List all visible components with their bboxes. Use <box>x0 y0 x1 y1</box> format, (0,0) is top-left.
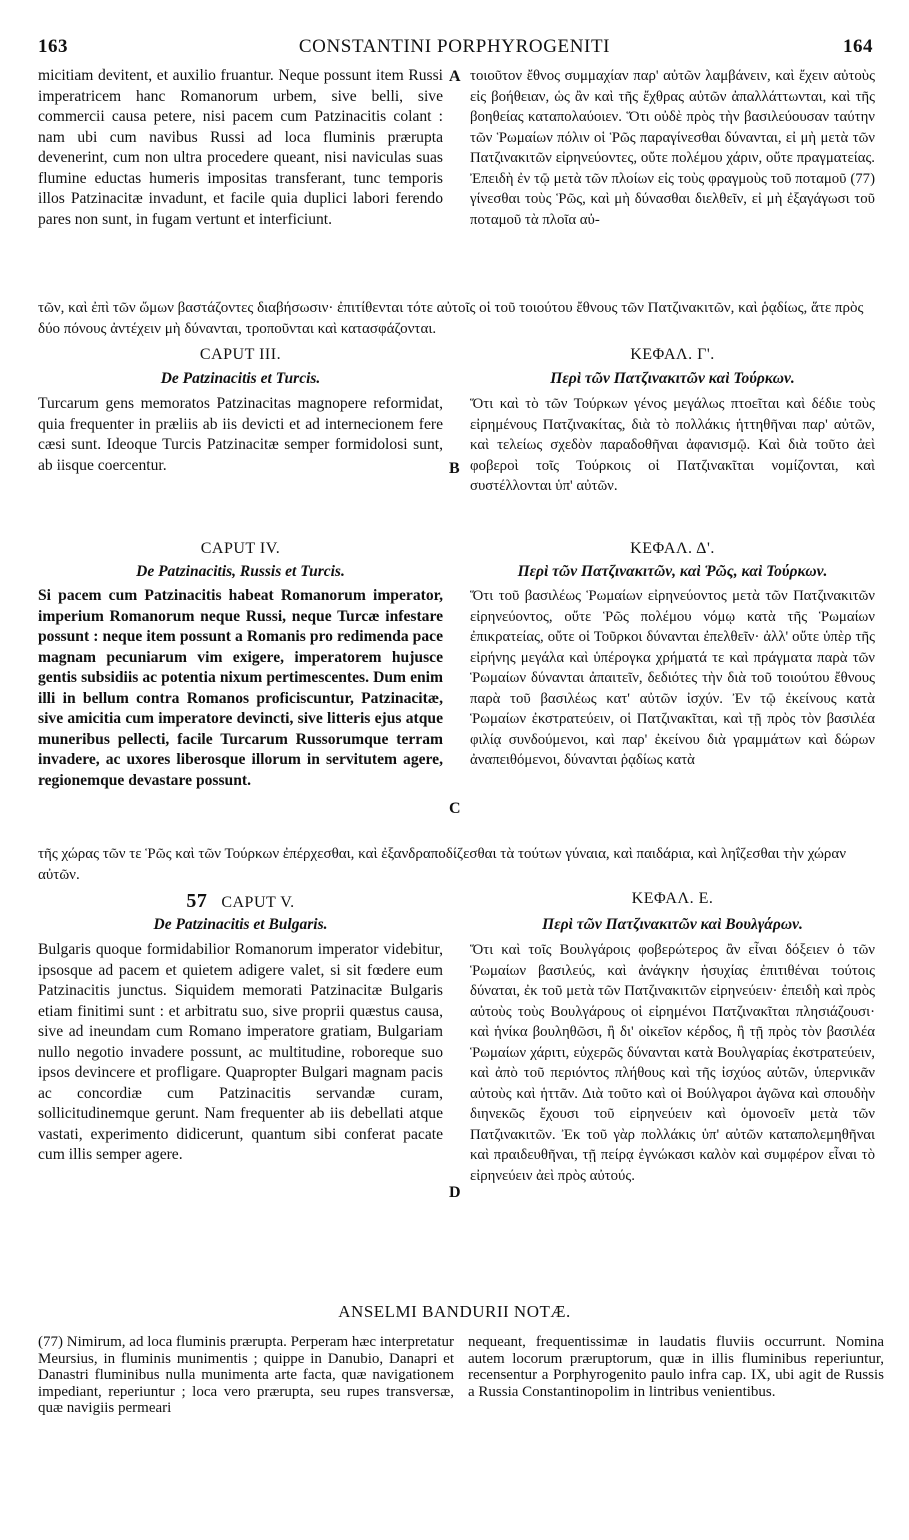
latin-heading-caput-4: CAPUT IV. <box>200 540 281 557</box>
latin-subtitle-caput-4: De Patzinacitis, Russis et Turcis. <box>136 563 345 580</box>
latin-text-caput-3: Turcarum gens memoratos Patzinacitas magnopere reformidat, quia frequenter in præliis ab iis devicti et ad internecionem fere cæsi sunt. Ideoque Turcis Patzinacitæ semper formidolosi sunt, ab iisque coercentur. <box>38 395 443 474</box>
notes-title: ANSELMI BANDURII NOTÆ. <box>338 1302 571 1321</box>
greek-text-kefal-5: Ὅτι καὶ τοῖς Βουλγάροις φοβερώτερος ἂν εἶναι δόξειεν ὁ τῶν Ῥωμαίων βασιλεύς, καὶ ἀνάγκην ἡσυχίας ἐπιτιθέναι τούτοις δύναται, ἐκ τοῦ μετὰ τῶν Πατζινακιτῶν εἰρηνεύειν· ἐπειδὴ καὶ πρὸς αὐτοὺς τοὺς Βουλγάρους οἱ εἰρημένοι Πατζινακῖται πλησιάζουσι· καὶ ἡνίκα βουληθῶσι, ἢ δι' οἰκεῖον κέρδος, ἢ τῇ πρὸς τὸν βασιλέα Ῥωμαίων χάριτι, εὐχερῶς δύνανται κατὰ Βουλγαρίας ἐκστρατεύειν, καὶ ἀπὸ τοῦ περιόντος πλήθους καὶ τῆς ἰσχύος αὐτῶν, ὑπερνικᾶν αὐτοὺς καὶ ἡττᾶν. Διὰ τοῦτο καὶ οἱ Βούλγαροι ἀγῶνα καὶ σπουδὴν διηνεκῶς ἔχουσι τοῦ εἰρηνεύειν καὶ ὁμονοεῖν μετὰ τῶν Πατζινακιτῶν. Ἐκ τοῦ γὰρ πολλάκις ὑπ' αὐτῶν καταπολεμηθῆναι καὶ πραιδευθῆναι, τῇ πείρᾳ ἐγνώκασι καλὸν καὶ συμφέρον εἶναι τὸ εἰρηνεύειν ἀεὶ πρὸς αὐτούς. <box>470 942 875 1184</box>
greek-heading-kefal-5: ΚΕΦΑΛ. Ε. <box>631 890 714 907</box>
greek-intro-full-width: τῶν, καὶ ἐπὶ τῶν ὤμων βαστάζοντες διαβήσωσιν· ἐπιτίθενται τότε αὐτοῖς οἱ τοῦ τοιούτου ἔθνους τῶν Πατζινακιτῶν, καὶ ῥᾳδίως, ἅτε πρὸς δύο πόνους ἀντέχειν μὴ δύνανται, τροποῦνται καὶ κατασφάζονται. <box>38 300 864 337</box>
greek-subtitle-kefal-3: Περὶ τῶν Πατζινακιτῶν καὶ Τούρκων. <box>550 370 795 387</box>
running-title: CONSTANTINI PORPHYROGENITI <box>298 36 611 57</box>
greek-kefal-4-full-width: τῆς χώρας τῶν τε Ῥῶς καὶ τῶν Τούρκων ἐπέρχεσθαι, καὶ ἐξανδραποδίζεσθαι τὰ τούτων γύναια, καὶ παιδάρια, καὶ ληΐζεσθαι τὴν χώραν αὐτῶν. <box>38 846 847 883</box>
note-77-right: nequeant, frequentissimæ in laudatis fluviis occurrunt. Nomina autem locorum præruptorum, quæ in illis fluminibus reperiuntur, recensentur a Porphyrogenito paulo infra cap. IX, ubi agit de Russis a Russia Constantinopolim in lintribus venientibus. <box>468 1334 884 1400</box>
greek-heading-kefal-4: ΚΕΦΑΛ. Δ'. <box>630 540 715 557</box>
greek-intro-text: τοιοῦτον ἔθνος συμμαχίαν παρ' αὐτῶν λαμβάνειν, καὶ ἔχειν αὐτοὺς εἰς βοήθειαν, ὡς ἂν καὶ τῆς ἔχθρας αὐτῶν ἀπαλλάττωνται, καὶ τῆς βοηθείας καταπολαύοιεν. Ὅτι οὐδὲ πρὸς τὴν βασιλεύουσαν ταύτην τῶν Ῥωμαίων πόλιν οἱ Ῥῶς παραγίνεσθαι δύνανται, εἰ μὴ μετὰ τῶν Πατζινακιτῶν εἰρηνεύοντες, οὔτε πολέμου χάριν, οὔτε πραγματείας. Ἐπειδὴ ἐν τῷ μετὰ τῶν πλοίων εἰς τοὺς φραγμοὺς τοῦ ποταμοῦ (77) γίνεσθαι τοὺς Ῥῶς, καὶ μὴ δύνασθαι διελθεῖν, εἰ μὴ ἐξαγάγωσι τοῦ ποταμοῦ τὰ πλοῖα αὐ- <box>470 68 875 228</box>
greek-subtitle-kefal-4: Περὶ τῶν Πατζινακιτῶν, καὶ Ῥῶς, καὶ Τούρκων. <box>517 563 828 580</box>
left-page-number: 163 <box>38 36 68 57</box>
latin-text-caput-4: Si pacem cum Patzinacitis habeat Romanorum imperator, imperium Romanorum neque Russi, neque Turcæ infestare possunt : neque item possunt a Romanis pro redimenda pace magnam pecuniarum vim exigere, imperatorem hujusce gentis subsidiis ac potentia nixum pertimescentes. Dum enim illi in bellum contra Romanos proficiscuntur, Patzinacitæ, sive amicitia cum imperatore devincti, sive litteris ejus atque muneribus pellecti, facile Turcarum Russorumque terram invadere, ac uxores liberosque illorum in servitutem agere, regionemque devastare possunt. <box>38 587 443 789</box>
greek-heading-kefal-3: ΚΕΦΑΛ. Γ'. <box>630 346 715 363</box>
latin-subtitle-caput-3: De Patzinacitis et Turcis. <box>160 370 321 387</box>
latin-intro-text: micitiam devitent, et auxilio fruantur. Neque possunt item Russi imperatricem hanc Romanorum urbem, sive belli, sive commercii causa petere, nisi pacem cum Patzinacitis colant : nam ubi cum navibus Russi ad loca fluminis prærupta devenerint, cum non ultra procedere queant, nisi naviculas suas flumine eductas humeris impositas transferant, tunc temporis illos Patzinacitæ invadunt, et facile quia duplici labori ferendo pares non sunt, in fugam vertunt et interficiunt. <box>38 67 443 228</box>
section-marker-b: B <box>449 460 460 477</box>
latin-heading-caput-5-label: CAPUT V. <box>221 894 295 911</box>
latin-text-caput-5: Bulgaris quoque formidabilior Romanorum imperator videbitur, ipsosque ad pacem et quietem adigere valet, si sit fœdere eum Patzinacitis junctus. Siquidem memorati Patzinacitæ Bulgaris etiam finitimi sunt : et arbitratu suo, sive proprii quæstus causa, sive ad ineundam cum Romano imperatore gratiam, Bulgariam nullo negotio invadere possunt, ac multitudine, roboreque suo ipsos devincere et profligare. Quapropter Bulgari magnam pacis ac concordiæ cum Patzinacitis servandæ curam, sollicitudinemque gerunt. Nam frequenter ab iis debellati atque vastati, experimento didicerunt, quantum sibi conferat pacate cum illis semper agere. <box>38 941 443 1163</box>
note-77-left: (77) Nimirum, ad loca fluminis prærupta. Perperam hæc interpretatur Meursius, in fluminis munimentis ; quippe in Danubio, Danapri et Danastri fluminibus nulla munimenta arte facta, quæ navigationem impediant, reperiuntur ; loca vero prærupta, seu rupes transversæ, quæ navigiis permeari <box>38 1334 454 1416</box>
latin-subtitle-caput-5: De Patzinacitis et Bulgaris. <box>153 916 328 933</box>
latin-heading-caput-5 <box>38 890 443 913</box>
section-marker-c: C <box>449 800 461 817</box>
section-marker-a: A <box>449 68 461 85</box>
margin-column-number: 57 <box>186 890 208 912</box>
section-marker-d: D <box>449 1184 461 1201</box>
latin-heading-caput-3: CAPUT III. <box>199 346 282 363</box>
greek-text-kefal-3: Ὅτι καὶ τὸ τῶν Τούρκων γένος μεγάλως πτοεῖται καὶ δέδιε τοὺς εἰρημένους Πατζινακίτας, διὰ τὸ πολλάκις ἡττηθῆναι παρ' αὐτῶν, καὶ τελείως σχεδὸν παραδοθῆναι ἀφανισμῷ. Καὶ διὰ τοῦτο ἀεὶ φοβεροὶ τοῖς Τούρκοις οἱ Πατζινακῖται νομίζονται, καὶ συστέλλονται ὑπ' αὐτῶν. <box>470 396 875 494</box>
right-page-number: 164 <box>843 36 873 57</box>
greek-text-kefal-4: Ὅτι τοῦ βασιλέως Ῥωμαίων εἰρηνεύοντος μετὰ τῶν Πατζινακιτῶν εἰρηνεύοντος, οὔτε Ῥῶς πολέμου νόμῳ κατὰ τῆς Ῥωμαίων ἐπικρατείας, οὔτε οἱ Τοῦρκοι δύνανται ἐπελθεῖν· ἀλλ' οὔτε ὑπὲρ τῆς εἰρήνης μεγάλα καὶ ὑπέρογκα χρήματά τε καὶ πράγματα παρὰ τῶν Ῥωμαίων δύνανται ἀπαιτεῖν, δεδιότες τὴν διὰ τοῦ τοιούτου ἔθνους παρὰ τοῦ βασιλέως κατ' αὐτῶν ἰσχύν. Ἐν τῷ ἐκείνους κατὰ Ῥωμαίων ἐκστρατεύειν, οἱ Πατζινακῖται, καὶ τῇ πρὸς τὸν βασιλέα φιλίᾳ συνδούμενοι, καὶ παρ' ἐκείνου διὰ γραμμάτων καὶ δώρων ἀναπειθόμενοι, δύνανται ῥᾳδίως κατὰ <box>470 588 875 768</box>
greek-subtitle-kefal-5: Περὶ τῶν Πατζινακιτῶν καὶ Βουλγάρων. <box>542 916 803 933</box>
